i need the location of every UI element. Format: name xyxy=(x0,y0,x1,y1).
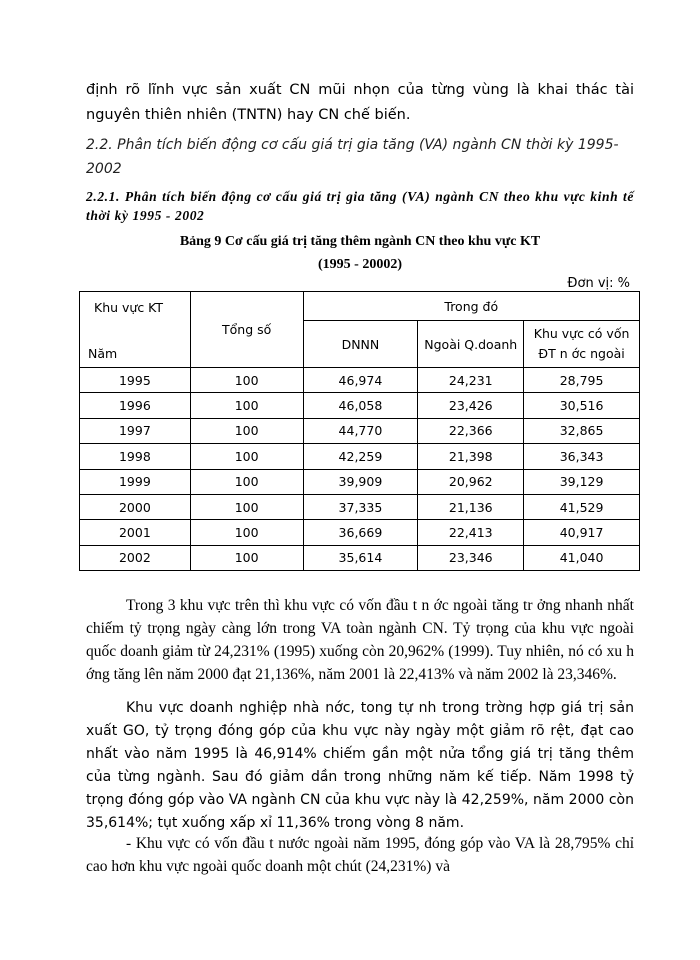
cell-total: 100 xyxy=(190,545,303,570)
section-heading-2-2-1: 2.2.1. Phân tích biến động cơ cấu giá trị gia tăng (VA) ngành CN theo khu vực kinh tế thời kỳ 1995 - 2002 xyxy=(86,189,634,223)
header-tongso: Tổng số xyxy=(190,292,303,368)
cell-total: 100 xyxy=(190,520,303,545)
cell-year: 2002 xyxy=(80,545,191,570)
section-heading-2-2: 2.2. Phân tích biến động cơ cấu giá trị gia tăng (VA) ngành CN thời kỳ 1995-2002 xyxy=(86,137,619,177)
paragraph-fdi-growth: Trong 3 khu vực trên thì khu vực có vốn đầu t n ớc ngoài tăng tr ởng nhanh nhất chiếm tỷ trọng ngày càng lớn trong VA toàn ngành CN. Tỷ trọng của khu vực ngoài quốc doanh giảm từ 24,231% (1995) xuống còn 20,962% (1999). Tuy nhiên, nó có xu h ớng tăng lên năm 2000 đạt 21,136%, năm 2001 là 22,413% và năm 2002 là 23,346%. xyxy=(86,597,634,683)
table-row xyxy=(80,545,640,570)
table-caption: Bảng 9 Cơ cấu giá trị tăng thêm ngành CN theo khu vực KT xyxy=(179,234,541,249)
cell-dnnn: 39,909 xyxy=(303,469,418,494)
header-nam: Năm xyxy=(88,346,118,361)
cell-total: 100 xyxy=(190,469,303,494)
header-fdi xyxy=(524,321,640,368)
cell-year: 1997 xyxy=(80,418,191,443)
cell-ngoai-qdoanh: 22,366 xyxy=(418,418,524,443)
cell-year: 2001 xyxy=(80,520,191,545)
cell-ngoai-qdoanh: 21,136 xyxy=(418,494,524,519)
cell-total: 100 xyxy=(190,418,303,443)
cell-year: 1996 xyxy=(80,393,191,418)
table-row xyxy=(80,418,640,443)
cell-year: 2000 xyxy=(80,494,191,519)
cell-total: 100 xyxy=(190,494,303,519)
cell-fdi: 32,865 xyxy=(524,418,640,443)
data-table xyxy=(79,291,640,571)
table-row xyxy=(80,469,640,494)
cell-total: 100 xyxy=(190,393,303,418)
cell-dnnn: 36,669 xyxy=(303,520,418,545)
cell-fdi: 30,516 xyxy=(524,393,640,418)
cell-fdi: 40,917 xyxy=(524,520,640,545)
table-body xyxy=(80,368,640,571)
cell-dnnn: 46,974 xyxy=(303,368,418,393)
cell-year: 1999 xyxy=(80,469,191,494)
cell-ngoai-qdoanh: 23,346 xyxy=(418,545,524,570)
cell-ngoai-qdoanh: 24,231 xyxy=(418,368,524,393)
cell-dnnn: 44,770 xyxy=(303,418,418,443)
header-fdi-line1: Khu vực có vốn xyxy=(533,326,630,342)
header-dnnn: DNNN xyxy=(303,321,418,368)
paragraph-soe: Khu vực doanh nghiệp nhà nớc, tong tự nh trong trờng hợp giá trị sản xuất GO, tỷ trọng đóng góp của khu vực này ngày một giảm rõ rệt, đạt cao nhất vào năm 1995 là 46,914% chiếm gần một nửa tổng giá trị tăng thêm của từng ngành. Sau đó giảm dần trong những năm kế tiếp. Năm 1998 tỷ trọng đóng góp vào VA ngành CN của khu vực này là 42,259%, năm 2000 còn 35,614%; tụt xuống xấp xỉ 11,36% trong vòng 8 năm. xyxy=(86,700,634,831)
header-khuvuc: Khu vực KT xyxy=(94,300,164,315)
paragraph-intro: định rõ lĩnh vực sản xuất CN mũi nhọn của từng vùng là khai thác tài nguyên thiên nhiên (TNTN) hay CN chế biến. xyxy=(86,82,634,123)
cell-dnnn: 42,259 xyxy=(303,444,418,469)
cell-fdi: 36,343 xyxy=(524,444,640,469)
table-row xyxy=(80,393,640,418)
cell-ngoai-qdoanh: 21,398 xyxy=(418,444,524,469)
cell-fdi: 28,795 xyxy=(524,368,640,393)
table-row xyxy=(80,520,640,545)
table-row xyxy=(80,494,640,519)
header-trongdo: Trong đó xyxy=(303,292,639,321)
header-ngoai-qdoanh: Ngoài Q.doanh xyxy=(418,321,524,368)
header-khuvuc-nam xyxy=(80,292,191,368)
cell-year: 1998 xyxy=(80,444,191,469)
cell-ngoai-qdoanh: 20,962 xyxy=(418,469,524,494)
cell-fdi: 41,529 xyxy=(524,494,640,519)
cell-total: 100 xyxy=(190,444,303,469)
cell-dnnn: 35,614 xyxy=(303,545,418,570)
table-caption-years: (1995 - 20002) xyxy=(318,257,402,272)
table-row xyxy=(80,368,640,393)
cell-ngoai-qdoanh: 22,413 xyxy=(418,520,524,545)
cell-fdi: 39,129 xyxy=(524,469,640,494)
cell-dnnn: 37,335 xyxy=(303,494,418,519)
table-row xyxy=(80,444,640,469)
cell-fdi: 41,040 xyxy=(524,545,640,570)
cell-year: 1995 xyxy=(80,368,191,393)
cell-dnnn: 46,058 xyxy=(303,393,418,418)
cell-total: 100 xyxy=(190,368,303,393)
cell-ngoai-qdoanh: 23,426 xyxy=(418,393,524,418)
paragraph-fdi-1995: - Khu vực có vốn đầu t nước ngoài năm 1995, đóng góp vào VA là 28,795% chỉ cao hơn khu vực ngoài quốc doanh một chút (24,231%) và xyxy=(86,835,634,875)
table-unit: Đơn vị: % xyxy=(567,276,630,291)
header-fdi-line2: ĐT n ớc ngoài xyxy=(538,346,625,362)
